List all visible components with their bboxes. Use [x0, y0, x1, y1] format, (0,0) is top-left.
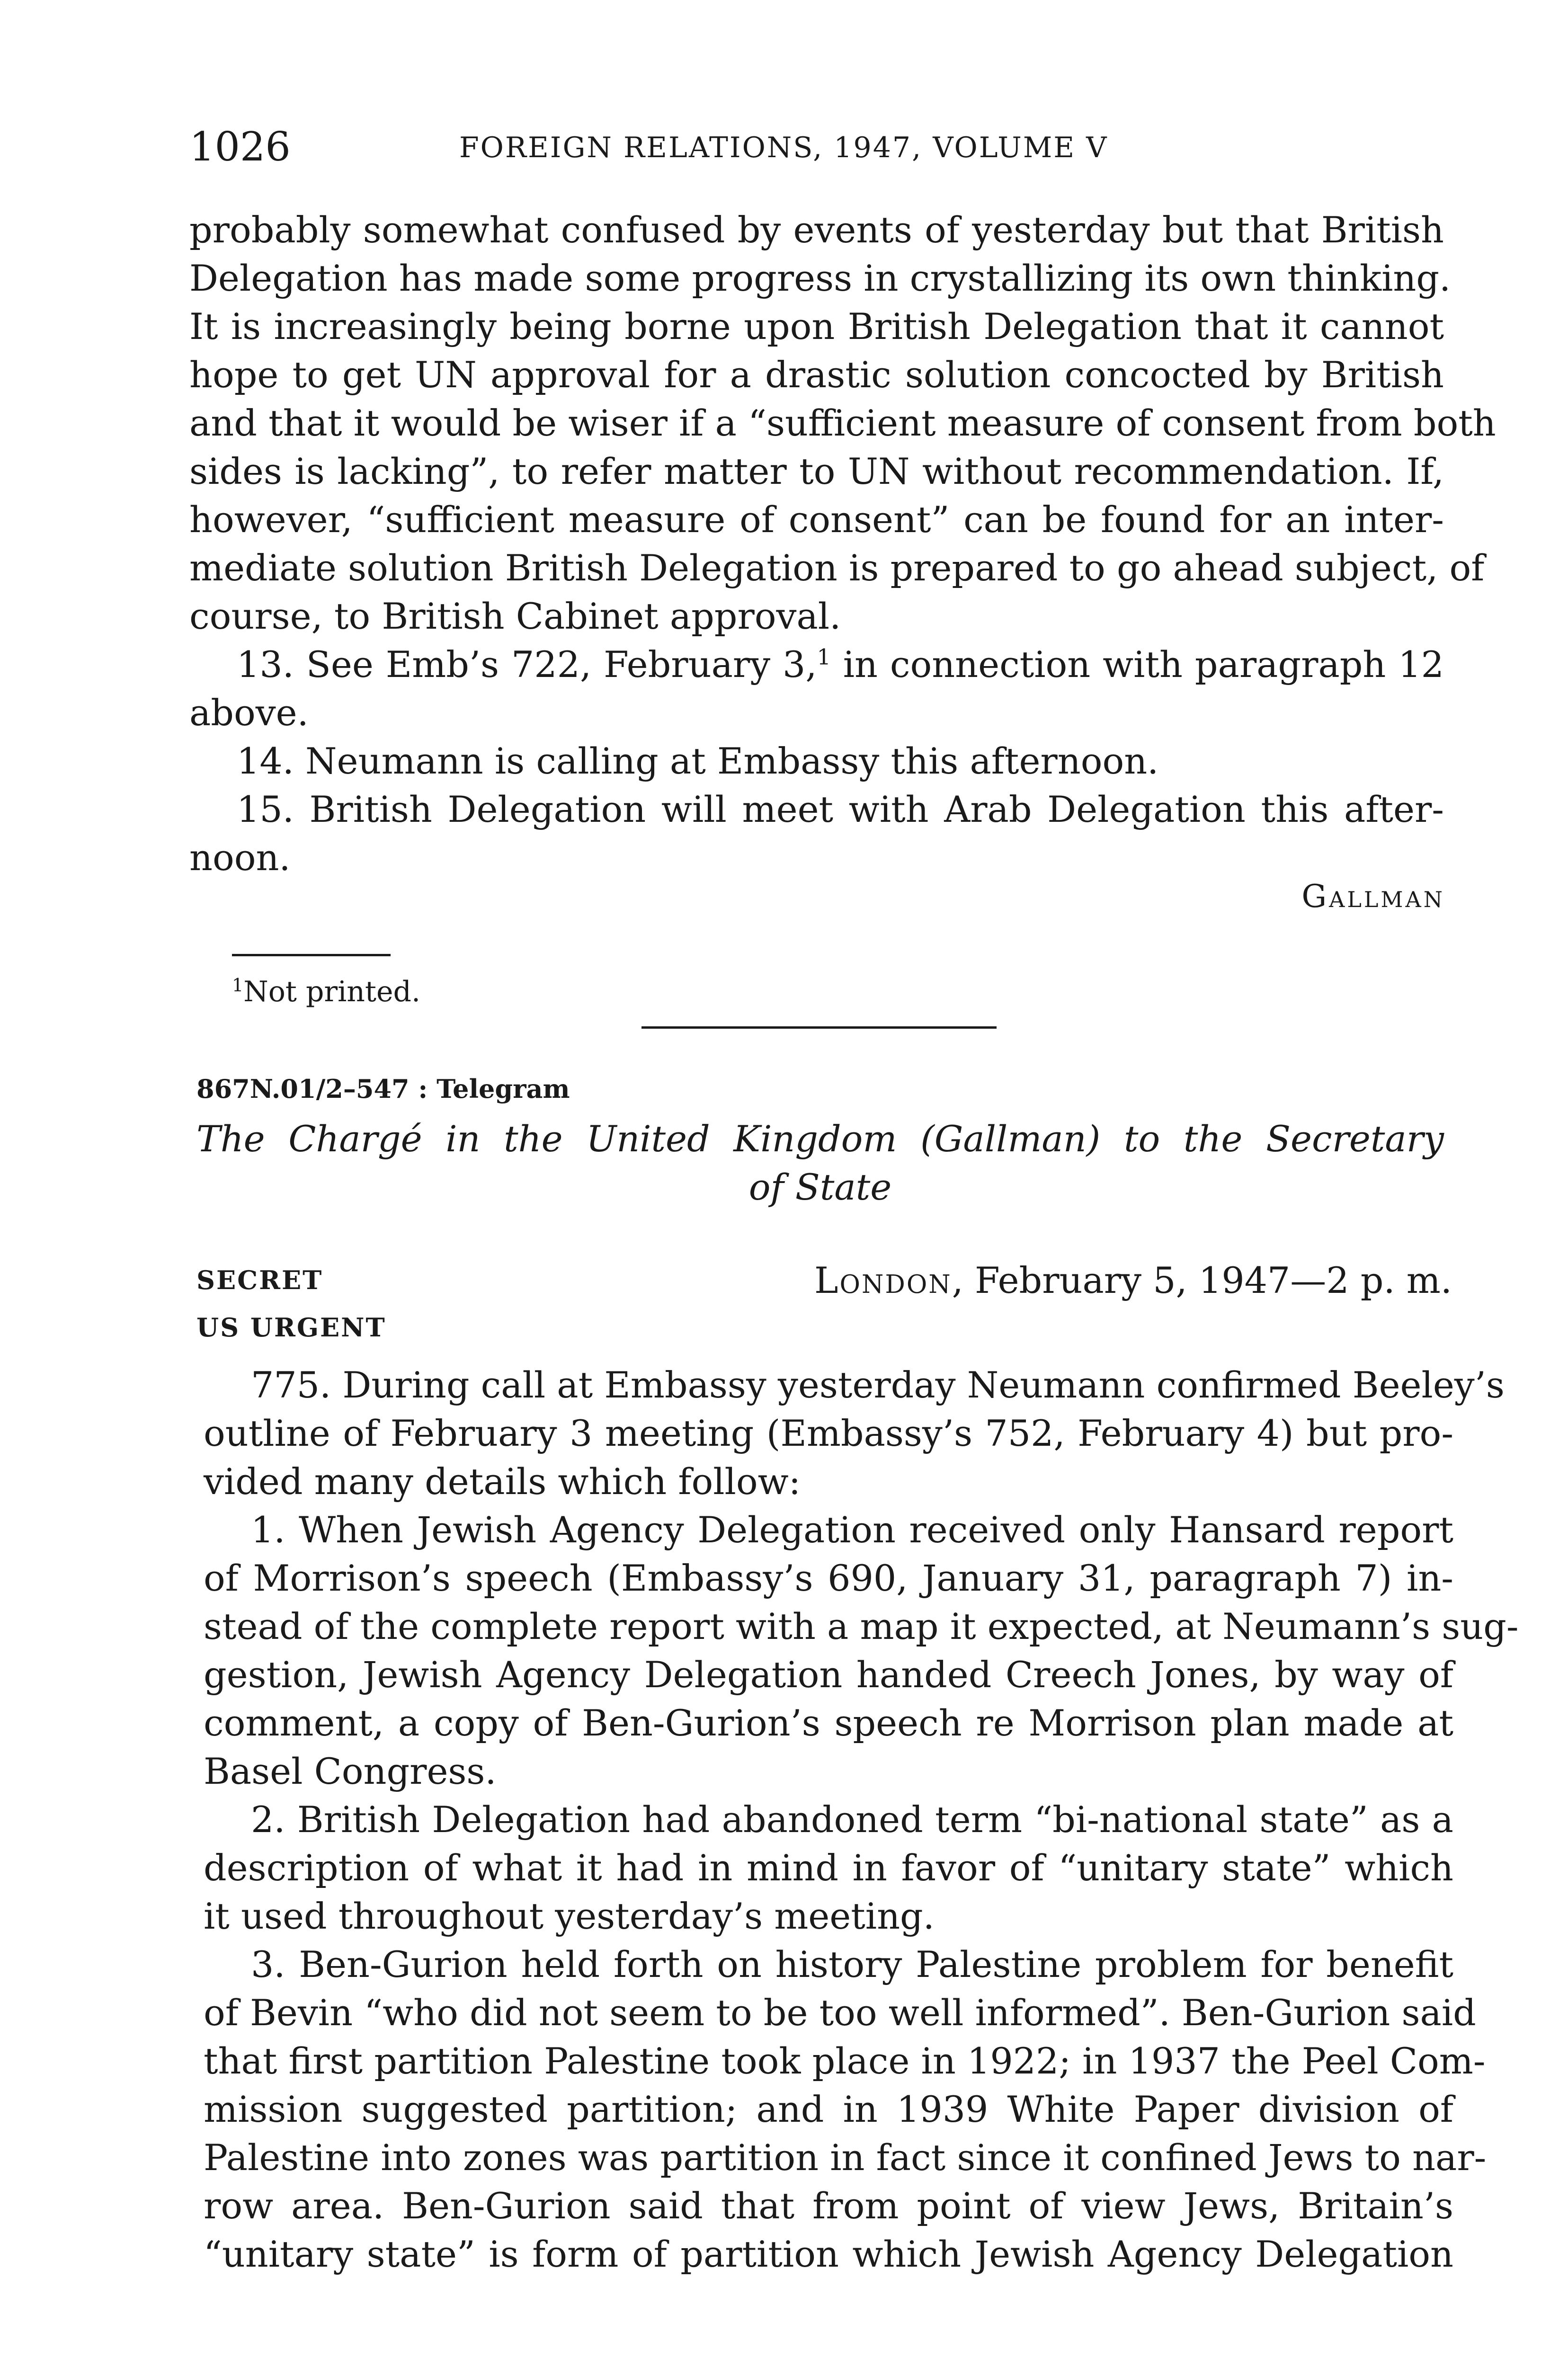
text-line: stead of the complete report with a map it expected, at Neumann’s sug- — [204, 1605, 1519, 1647]
text-line: Palestine into zones was partition in fact since it confined Jews to nar- — [204, 2136, 1487, 2179]
text-line: description of what it had in mind in favor of “unitary state” which — [204, 1847, 1453, 1889]
running-head: FOREIGN RELATIONS, 1947, VOLUME V — [459, 131, 1108, 164]
dateline-date: , February 5, 1947—2 p. m. — [952, 1259, 1452, 1301]
text-line: gestion, Jewish Agency Delegation handed Creech Jones, by way of — [204, 1654, 1453, 1696]
text-line: it used throughout yesterday’s meeting. — [204, 1895, 935, 1937]
text-line: Basel Congress. — [204, 1750, 497, 1792]
text-line: row area. Ben-Gurion said that from point of view Jews, Britain’s — [204, 2185, 1453, 2227]
page-header — [189, 121, 1255, 173]
footnote-rule — [232, 954, 391, 956]
text-line: outline of February 3 meeting (Embassy’s 752, February 4) but pro- — [204, 1412, 1453, 1454]
document-title — [196, 1115, 1444, 1211]
text-line: probably somewhat confused by events of yesterday but that British — [189, 209, 1444, 251]
continued-telegram-text — [189, 206, 1496, 882]
document-title-line: of State — [748, 1166, 892, 1208]
dateline-place: London — [814, 1259, 952, 1301]
text-line: mediate solution British Delegation is prepared to go ahead subject, of — [189, 547, 1485, 589]
text-line: “unitary state” is form of partition which Jewish Agency Delegation — [204, 2233, 1453, 2275]
text-line: 1. When Jewish Agency Delegation received only Hansard report — [251, 1509, 1453, 1551]
text-line: Delegation has made some progress in crystallizing its own thinking. — [189, 257, 1451, 299]
signature: Gallman — [1301, 878, 1445, 915]
text-line: of Bevin “who did not seem to be too well informed”. Ben-Gurion said — [204, 1992, 1476, 2034]
paragraph-15-line: 15. British Delegation will meet with Arab Delegation this after- — [237, 788, 1444, 830]
paragraph-13-text: 13. See Emb’s 722, February 3, — [237, 643, 817, 685]
text-line: 2. British Delegation had abandoned term “bi-national state” as a — [251, 1798, 1453, 1841]
text-line: It is increasingly being borne upon British Delegation that it cannot — [189, 305, 1444, 347]
classification-label: SECRET — [196, 1265, 323, 1295]
telegram-body — [204, 1361, 1519, 2278]
section-divider — [641, 1026, 997, 1029]
text-line: and that it would be wiser if a “sufficient measure of consent from both — [189, 402, 1496, 444]
text-line: comment, a copy of Ben-Gurion’s speech re Morrison plan made at — [204, 1702, 1453, 1744]
footnote-number: 1 — [232, 975, 244, 996]
text-line: of Morrison’s speech (Embassy’s 690, January 31, paragraph 7) in- — [204, 1557, 1453, 1599]
urgency-label: US URGENT — [196, 1312, 386, 1343]
text-line: course, to British Cabinet approval. — [189, 595, 841, 637]
footnote-marker: 1 — [817, 644, 831, 670]
document-title-line: The Chargé in the United Kingdom (Gallman) to the Secretary — [196, 1118, 1444, 1160]
text-line: hope to get UN approval for a drastic solution concocted by British — [189, 354, 1444, 396]
page-number: 1026 — [189, 124, 291, 170]
text-line: sides is lacking”, to refer matter to UN without recommendation. If, — [189, 450, 1444, 492]
text-line: 775. During call at Embassy yesterday Neumann confirmed Beeley’s — [251, 1364, 1505, 1406]
text-line: vided many details which follow: — [204, 1460, 801, 1503]
file-reference: 867N.01/2–547 : Telegram — [196, 1074, 570, 1104]
text-line: mission suggested partition; and in 1939 White Paper division of — [204, 2088, 1453, 2130]
footnote — [232, 973, 420, 1011]
paragraph-13-text-cont: in connection with paragraph 12 — [830, 643, 1444, 685]
footnote-text: Not printed. — [243, 975, 421, 1008]
text-line: 3. Ben-Gurion held forth on history Palestine problem for benefit — [251, 1943, 1453, 1985]
text-line: however, “sufficient measure of consent” can be found for an inter- — [189, 498, 1444, 541]
paragraph-14: 14. Neumann is calling at Embassy this afternoon. — [237, 740, 1159, 782]
text-line: above. — [189, 692, 309, 734]
text-line: that first partition Palestine took place in 1922; in 1937 the Peel Com- — [204, 2040, 1486, 2082]
text-line: noon. — [189, 836, 291, 879]
paragraph-13-line — [189, 641, 1444, 689]
dateline — [814, 1257, 1452, 1304]
